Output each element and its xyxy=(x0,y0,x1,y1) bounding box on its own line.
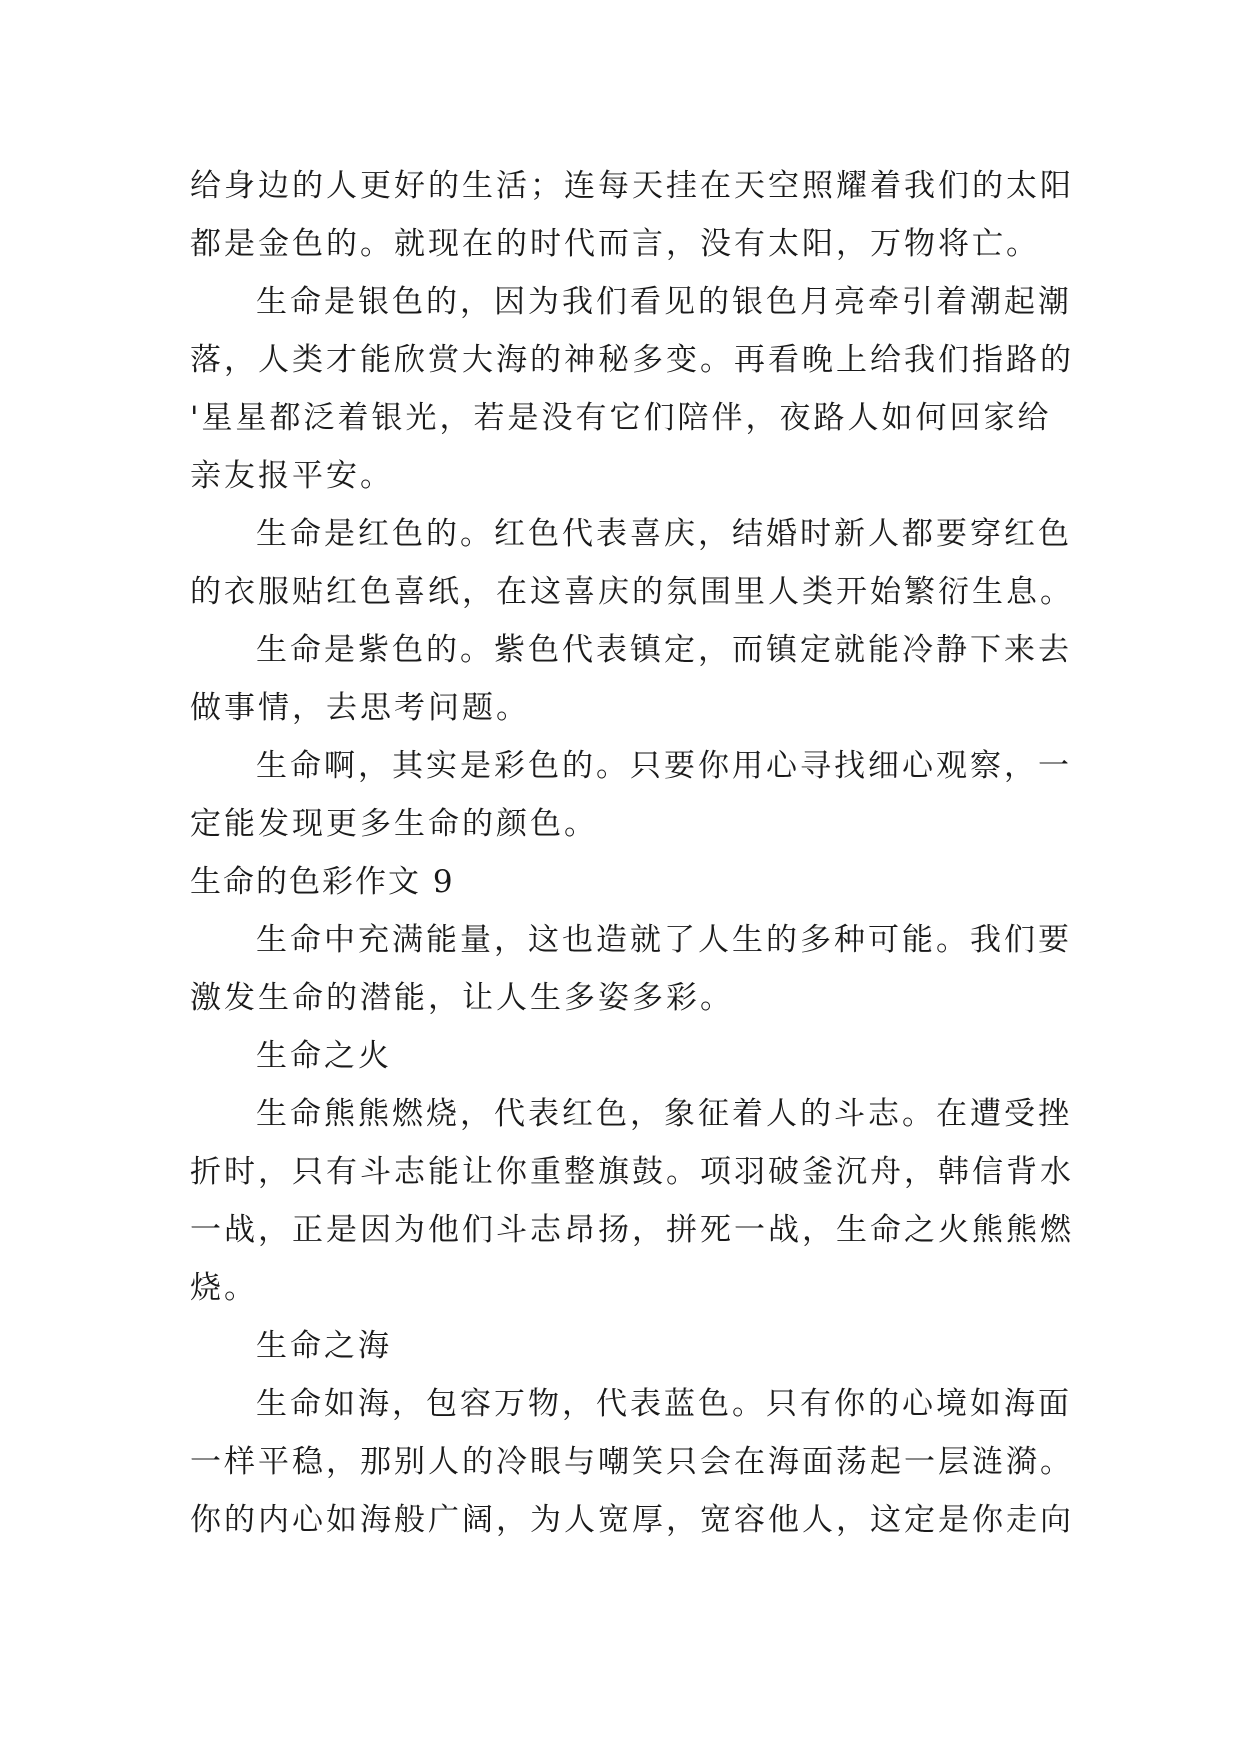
paragraph-line: 生命啊，其实是彩色的。只要你用心寻找细心观察，一 xyxy=(256,748,1072,784)
subheading: 生命之海 xyxy=(256,1328,392,1364)
paragraph-line: 落，人类才能欣赏大海的神秘多变。再看晚上给我们指路的 xyxy=(190,342,1074,378)
paragraph-line: 烧。 xyxy=(190,1270,258,1306)
paragraph-line: 生命熊熊燃烧，代表红色，象征着人的斗志。在遭受挫 xyxy=(256,1096,1072,1132)
subheading: 生命之火 xyxy=(256,1038,392,1074)
paragraph-line: 你的内心如海般广阔，为人宽厚，宽容他人，这定是你走向 xyxy=(190,1502,1074,1538)
paragraph-line: 生命是银色的，因为我们看见的银色月亮牵引着潮起潮 xyxy=(256,284,1072,320)
paragraph-line: 亲友报平安。 xyxy=(190,458,394,494)
paragraph-line: 生命是红色的。红色代表喜庆，结婚时新人都要穿红色 xyxy=(256,516,1072,552)
paragraph-line: 的衣服贴红色喜纸，在这喜庆的氛围里人类开始繁衍生息。 xyxy=(190,574,1074,610)
paragraph-line: 都是金色的。就现在的时代而言，没有太阳，万物将亡。 xyxy=(190,226,1040,262)
paragraph-line: 一样平稳，那别人的冷眼与嘲笑只会在海面荡起一层涟漪。 xyxy=(190,1444,1074,1480)
paragraph-line: 一战，正是因为他们斗志昂扬，拼死一战，生命之火熊熊燃 xyxy=(190,1212,1074,1248)
section-title: 生命的色彩作文 9 xyxy=(190,864,455,900)
paragraph-line: 激发生命的潜能，让人生多姿多彩。 xyxy=(190,980,734,1016)
paragraph-line: 定能发现更多生命的颜色。 xyxy=(190,806,598,842)
paragraph-line: 折时，只有斗志能让你重整旗鼓。项羽破釜沉舟，韩信背水 xyxy=(190,1154,1074,1190)
paragraph-line: 做事情，去思考问题。 xyxy=(190,690,530,726)
paragraph-line: 生命中充满能量，这也造就了人生的多种可能。我们要 xyxy=(256,922,1072,958)
paragraph-line: 生命如海，包容万物，代表蓝色。只有你的心境如海面 xyxy=(256,1386,1072,1422)
paragraph-line: '星星都泛着银光，若是没有它们陪伴，夜路人如何回家给 xyxy=(190,400,1052,436)
paragraph-line: 生命是紫色的。紫色代表镇定，而镇定就能冷静下来去 xyxy=(256,632,1072,668)
paragraph-line: 给身边的人更好的生活；连每天挂在天空照耀着我们的太阳 xyxy=(190,168,1074,204)
